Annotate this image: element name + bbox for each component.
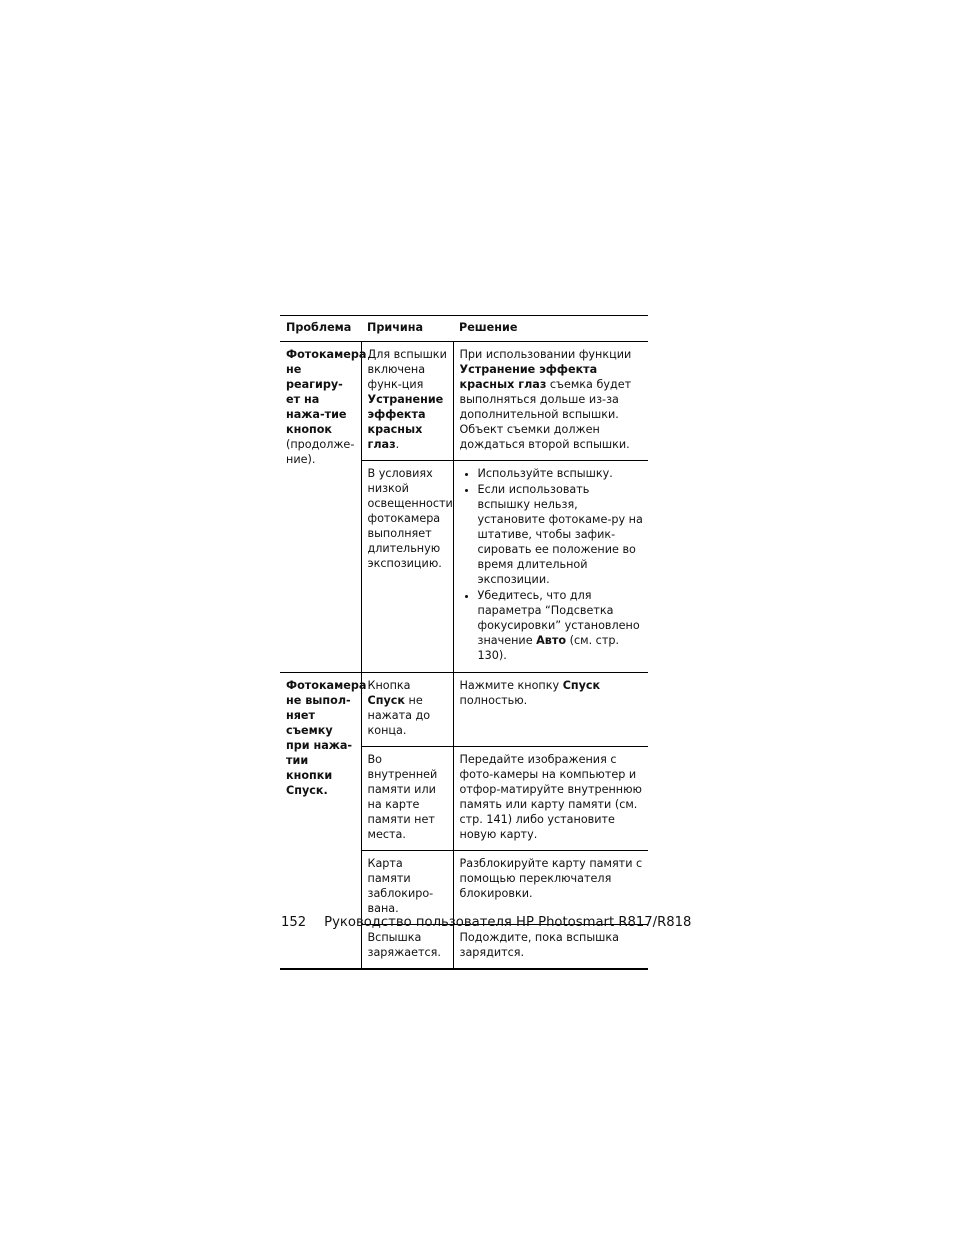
list-item: [478, 588, 645, 663]
solution-term: Спуск: [562, 679, 601, 692]
bullet-term: Авто: [536, 634, 567, 647]
page-footer: [281, 915, 691, 930]
solution-cell: [453, 342, 648, 461]
list-item: • Если использовать вспышку нельзя, установите фотокаме-ру на штативе, чтобы зафик-сировать ее положение во время длительной экспозиции.: [478, 482, 645, 587]
problem-cell: Фотокамера не выпол-няет съемку при нажа-тии кнопки Спуск.: [280, 673, 361, 970]
solution-text: При использовании функции: [459, 348, 632, 361]
cause-term: Спуск: [367, 694, 405, 707]
problem-cell: [280, 342, 367, 673]
page-number: 152: [281, 915, 307, 930]
bullet-text: Убедитесь, что для параметра “Подсветка фокусировки” установлено значение: [477, 589, 640, 647]
solution-cell: Разблокируйте карту памяти с помощью переключателя блокировки.: [453, 851, 648, 925]
problem-text: Фотокамера не реагиру-ет на нажа-тие кнопок: [286, 348, 367, 436]
cause-term: Устранение эффекта красных глаз: [367, 393, 444, 451]
cause-cell: Карта памяти заблокиро-вана.: [361, 851, 453, 925]
solution-term: Устранение эффекта красных глаз: [459, 363, 598, 391]
list-item: • Используйте вспышку.: [478, 466, 645, 481]
cause-text-end: .: [395, 438, 400, 451]
solution-cell: Подождите, пока вспышка зарядится.: [453, 925, 648, 970]
troubleshooting-table: [280, 315, 648, 970]
cause-text: Кнопка: [367, 679, 411, 692]
cause-cell: Вспышка заряжается.: [361, 925, 453, 970]
solution-bullet-list: [460, 466, 645, 663]
table-header-row: [280, 316, 648, 342]
header-solution: Решение: [459, 321, 518, 334]
cause-text-end: не нажата до конца.: [367, 694, 431, 737]
bullet-text-end: (см. стр. 130).: [477, 634, 620, 662]
footer-title: Руководство пользователя HP Photosmart R817/R818: [324, 915, 692, 930]
solution-text: Нажмите кнопку: [459, 679, 563, 692]
cause-cell: В условиях низкой освещенности фотокамера выполняет длительную экспозицию.: [361, 461, 453, 673]
solution-cell: [453, 673, 648, 747]
table-row: [280, 673, 648, 747]
cause-cell: [361, 342, 453, 461]
solution-text-end: полностью.: [459, 694, 528, 707]
header-problem: Проблема: [286, 321, 352, 334]
solution-cell: Передайте изображения с фото-камеры на компьютер и отфор-матируйте внутреннюю память или карту памяти (см. стр. 141) либо установите новую карту.: [453, 747, 648, 851]
solution-cell: [453, 461, 648, 673]
cause-text: Для вспышки включена функ-ция: [367, 348, 447, 391]
header-cause: Причина: [367, 321, 424, 334]
problem-continued-note: (продолже-ние).: [286, 438, 355, 466]
table-row: [280, 342, 648, 461]
cause-cell: Во внутренней памяти или на карте памяти нет места.: [361, 747, 453, 851]
cause-cell: [361, 673, 453, 747]
solution-text-end: съемка будет выполняться дольше из-за дополнительной вспышки. Объект съемки должен дождаться второй вспышки.: [459, 378, 632, 451]
